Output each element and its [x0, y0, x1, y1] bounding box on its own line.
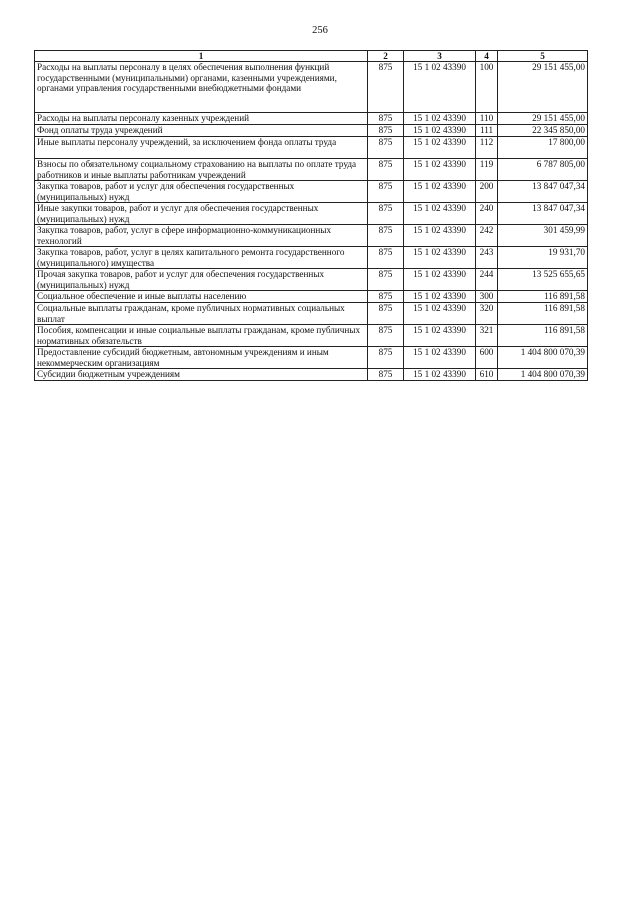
- row-amount: 22 345 850,00: [498, 125, 588, 137]
- table-row: [35, 203, 588, 225]
- row-amount: 116 891,58: [498, 291, 588, 303]
- row-name: Закупка товаров, работ, услуг в сфере информационно-коммуникационных технологий: [35, 225, 368, 247]
- row-amount: 13 847 047,34: [498, 181, 588, 203]
- row-code: 875: [368, 269, 404, 291]
- row-vr: 119: [476, 159, 498, 181]
- table-row: [35, 347, 588, 369]
- row-name: Социальное обеспечение и иные выплаты населению: [35, 291, 368, 303]
- row-name: Закупка товаров, работ, услуг в целях капитального ремонта государственного (муниципального) имущества: [35, 247, 368, 269]
- row-code: 875: [368, 247, 404, 269]
- row-csr: 15 1 02 43390: [404, 203, 476, 225]
- row-name: Иные закупки товаров, работ и услуг для обеспечения государственных (муниципальных) нужд: [35, 203, 368, 225]
- table-row: [35, 291, 588, 303]
- row-code: 875: [368, 347, 404, 369]
- row-code: 875: [368, 181, 404, 203]
- row-csr: 15 1 02 43390: [404, 137, 476, 159]
- row-amount: 13 847 047,34: [498, 203, 588, 225]
- row-name: Расходы на выплаты персоналу в целях обеспечения выполнения функций государственными (муниципальными) органами, казенными учреждениями, органами управления государственными внебюджетными фондами: [35, 62, 368, 113]
- row-vr: 100: [476, 62, 498, 113]
- row-amount: 1 404 800 070,39: [498, 369, 588, 381]
- row-name: Взносы по обязательному социальному страхованию на выплаты по оплате труда работников и иные выплаты работникам учреждений: [35, 159, 368, 181]
- table-row: [35, 325, 588, 347]
- row-vr: 112: [476, 137, 498, 159]
- row-name: Иные выплаты персоналу учреждений, за исключением фонда оплаты труда: [35, 137, 368, 159]
- row-code: 875: [368, 325, 404, 347]
- row-vr: 242: [476, 225, 498, 247]
- row-amount: 29 151 455,00: [498, 113, 588, 125]
- row-amount: 17 800,00: [498, 137, 588, 159]
- row-csr: 15 1 02 43390: [404, 247, 476, 269]
- table-row: [35, 62, 588, 113]
- row-csr: 15 1 02 43390: [404, 325, 476, 347]
- row-vr: 321: [476, 325, 498, 347]
- header-col-5: 5: [498, 51, 588, 62]
- row-name: Фонд оплаты труда учреждений: [35, 125, 368, 137]
- row-csr: 15 1 02 43390: [404, 225, 476, 247]
- row-name: Пособия, компенсации и иные социальные выплаты гражданам, кроме публичных нормативных обязательств: [35, 325, 368, 347]
- row-name: Социальные выплаты гражданам, кроме публичных нормативных социальных выплат: [35, 303, 368, 325]
- row-vr: 244: [476, 269, 498, 291]
- row-csr: 15 1 02 43390: [404, 113, 476, 125]
- row-name: Субсидии бюджетным учреждениям: [35, 369, 368, 381]
- row-vr: 610: [476, 369, 498, 381]
- header-col-3: 3: [404, 51, 476, 62]
- row-code: 875: [368, 225, 404, 247]
- row-code: 875: [368, 303, 404, 325]
- page-number: 256: [312, 25, 328, 36]
- row-csr: 15 1 02 43390: [404, 125, 476, 137]
- row-vr: 600: [476, 347, 498, 369]
- row-amount: 19 931,70: [498, 247, 588, 269]
- row-vr: 240: [476, 203, 498, 225]
- row-vr: 243: [476, 247, 498, 269]
- table-row: [35, 369, 588, 381]
- row-code: 875: [368, 62, 404, 113]
- row-csr: 15 1 02 43390: [404, 269, 476, 291]
- row-amount: 13 525 655,65: [498, 269, 588, 291]
- table-row: [35, 225, 588, 247]
- row-amount: 301 459,99: [498, 225, 588, 247]
- row-csr: 15 1 02 43390: [404, 181, 476, 203]
- table-row: [35, 137, 588, 159]
- header-col-1: 1: [35, 51, 368, 62]
- row-code: 875: [368, 159, 404, 181]
- table-row: [35, 113, 588, 125]
- row-vr: 300: [476, 291, 498, 303]
- row-vr: 200: [476, 181, 498, 203]
- row-name: Закупка товаров, работ и услуг для обеспечения государственных (муниципальных) нужд: [35, 181, 368, 203]
- row-csr: 15 1 02 43390: [404, 62, 476, 113]
- table-row: [35, 269, 588, 291]
- row-csr: 15 1 02 43390: [404, 369, 476, 381]
- row-code: 875: [368, 203, 404, 225]
- row-csr: 15 1 02 43390: [404, 291, 476, 303]
- row-code: 875: [368, 291, 404, 303]
- table-row: [35, 125, 588, 137]
- row-name: Прочая закупка товаров, работ и услуг для обеспечения государственных (муниципальных) нужд: [35, 269, 368, 291]
- row-csr: 15 1 02 43390: [404, 347, 476, 369]
- table-header-row: [35, 51, 588, 62]
- header-col-4: 4: [476, 51, 498, 62]
- header-col-2: 2: [368, 51, 404, 62]
- row-vr: 111: [476, 125, 498, 137]
- row-code: 875: [368, 125, 404, 137]
- row-name: Расходы на выплаты персоналу казенных учреждений: [35, 113, 368, 125]
- row-vr: 110: [476, 113, 498, 125]
- row-amount: 116 891,58: [498, 325, 588, 347]
- row-vr: 320: [476, 303, 498, 325]
- row-csr: 15 1 02 43390: [404, 303, 476, 325]
- row-code: 875: [368, 113, 404, 125]
- table-row: [35, 247, 588, 269]
- row-amount: 6 787 805,00: [498, 159, 588, 181]
- row-amount: 29 151 455,00: [498, 62, 588, 113]
- budget-table: [34, 50, 588, 381]
- row-amount: 1 404 800 070,39: [498, 347, 588, 369]
- row-code: 875: [368, 369, 404, 381]
- table-row: [35, 159, 588, 181]
- row-csr: 15 1 02 43390: [404, 159, 476, 181]
- table-row: [35, 303, 588, 325]
- row-code: 875: [368, 137, 404, 159]
- row-name: Предоставление субсидий бюджетным, автономным учреждениям и иным некоммерческим организациям: [35, 347, 368, 369]
- table-row: [35, 181, 588, 203]
- row-amount: 116 891,58: [498, 303, 588, 325]
